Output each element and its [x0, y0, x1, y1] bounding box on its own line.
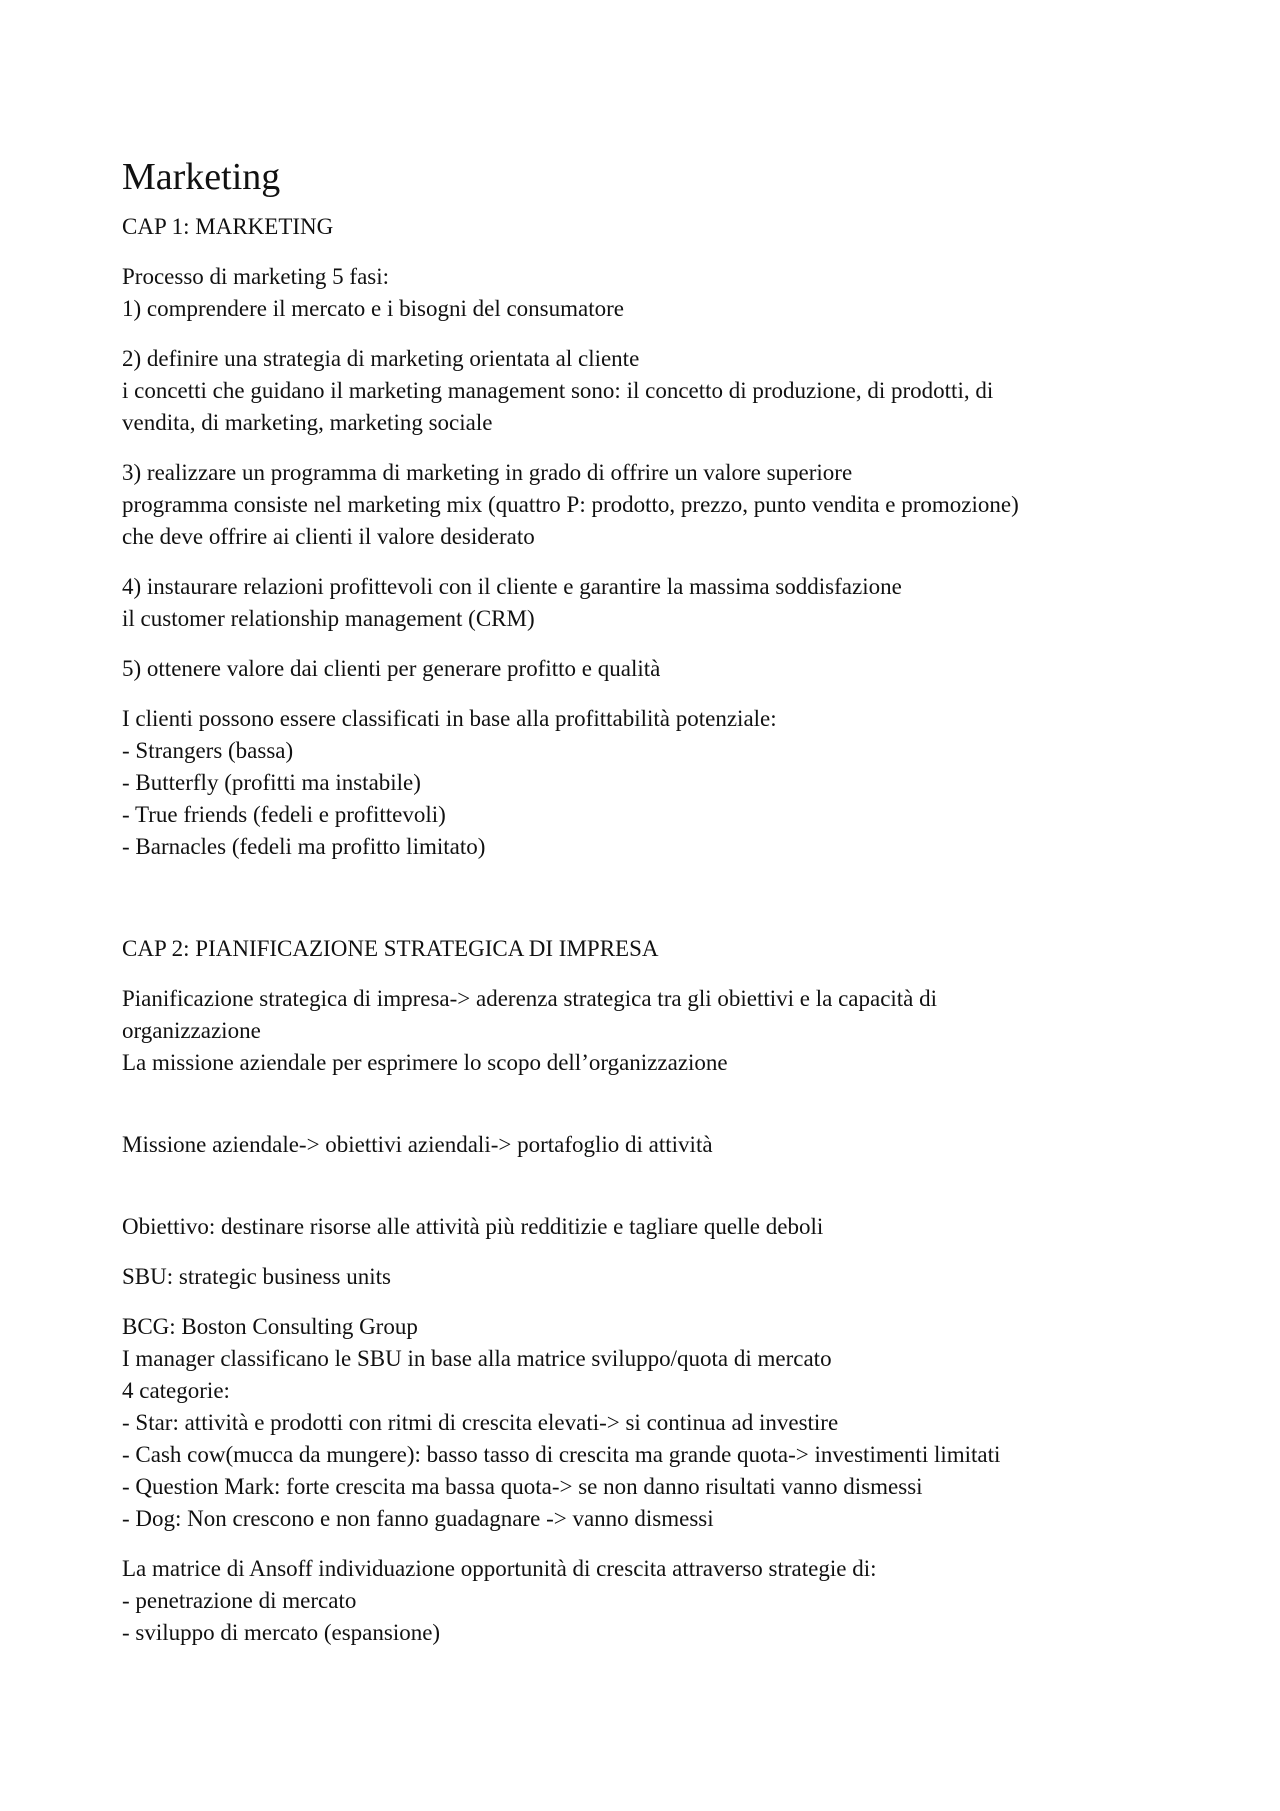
text-line: organizzazione [122, 1018, 261, 1043]
cap2-objective [122, 1211, 1180, 1243]
document-title: Marketing [122, 156, 281, 198]
cap2-heading: CAP 2: PIANIFICAZIONE STRATEGICA DI IMPRESA [122, 936, 659, 961]
text-line: Obiettivo: destinare risorse alle attività più redditizie e tagliare quelle deboli [122, 1214, 824, 1239]
list-item: - Question Mark: forte crescita ma bassa quota-> se non danno risultati vanno dismessi [122, 1474, 923, 1499]
cap1-step3 [122, 457, 1180, 553]
cap2-ansoff [122, 1553, 1180, 1649]
text-line: I clienti possono essere classificati in base alla profittabilità potenziale: [122, 706, 777, 731]
text-line: 1) comprendere il mercato e i bisogni del consumatore [122, 296, 624, 321]
text-line: che deve offrire ai clienti il valore desiderato [122, 524, 535, 549]
text-line: Pianificazione strategica di impresa-> aderenza strategica tra gli obiettivi e la capacità di [122, 986, 938, 1011]
text-line: 4 categorie: [122, 1378, 230, 1403]
text-line: Missione aziendale-> obiettivi aziendali-> portafoglio di attività [122, 1132, 713, 1157]
cap2-planning [122, 983, 1180, 1079]
cap2-sbu [122, 1261, 1180, 1293]
list-item: - True friends (fedeli e profittevoli) [122, 802, 446, 827]
text-line: Processo di marketing 5 fasi: [122, 264, 390, 289]
list-item: - penetrazione di mercato [122, 1588, 357, 1613]
cap1-heading: CAP 1: MARKETING [122, 214, 334, 239]
text-line: La missione aziendale per esprimere lo scopo dell’organizzazione [122, 1050, 728, 1075]
text-line: programma consiste nel marketing mix (quattro P: prodotto, prezzo, punto vendita e promozione) [122, 492, 1019, 517]
list-item: - Strangers (bassa) [122, 738, 294, 763]
cap1-intro [122, 261, 1180, 325]
text-line: 2) definire una strategia di marketing orientata al cliente [122, 346, 640, 371]
cap1-step5 [122, 653, 1180, 685]
cap2-flow [122, 1129, 1180, 1161]
text-line: 4) instaurare relazioni profittevoli con il cliente e garantire la massima soddisfazione [122, 574, 902, 599]
cap2-bcg [122, 1311, 1180, 1535]
text-line: 3) realizzare un programma di marketing in grado di offrire un valore superiore [122, 460, 853, 485]
list-item: - sviluppo di mercato (espansione) [122, 1620, 441, 1645]
cap1-step4 [122, 571, 1180, 635]
list-item: - Cash cow(mucca da mungere): basso tasso di crescita ma grande quota-> investimenti limitati [122, 1442, 1001, 1467]
text-line: SBU: strategic business units [122, 1264, 391, 1289]
cap1-clients [122, 703, 1180, 863]
text-line: BCG: Boston Consulting Group [122, 1314, 418, 1339]
list-item: - Butterfly (profitti ma instabile) [122, 770, 421, 795]
text-line: i concetti che guidano il marketing management sono: il concetto di produzione, di prodotti, di [122, 378, 994, 403]
text-line: vendita, di marketing, marketing sociale [122, 410, 493, 435]
text-line: La matrice di Ansoff individuazione opportunità di crescita attraverso strategie di: [122, 1556, 877, 1581]
list-item: - Dog: Non crescono e non fanno guadagnare -> vanno dismessi [122, 1506, 714, 1531]
text-line: il customer relationship management (CRM) [122, 606, 535, 631]
text-line: 5) ottenere valore dai clienti per generare profitto e qualità [122, 656, 661, 681]
list-item: - Barnacles (fedeli ma profitto limitato) [122, 834, 486, 859]
list-item: - Star: attività e prodotti con ritmi di crescita elevati-> si continua ad investire [122, 1410, 839, 1435]
cap1-step2 [122, 343, 1180, 439]
text-line: I manager classificano le SBU in base alla matrice sviluppo/quota di mercato [122, 1346, 832, 1371]
